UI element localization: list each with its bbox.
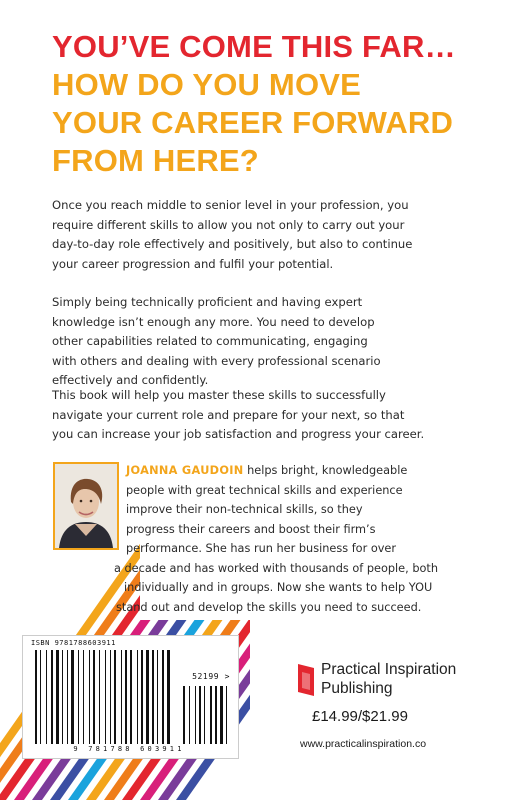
barcode-bar: [146, 650, 149, 744]
barcode-bar: [226, 686, 227, 744]
paragraph-line: other capabilities related to communicating, engaging: [52, 334, 368, 348]
barcode-bar: [162, 650, 164, 744]
barcode-bar: [141, 650, 143, 744]
barcode-bar: [157, 650, 158, 744]
barcode-bar: [35, 650, 37, 744]
barcode-bar: [215, 686, 217, 744]
bio-line: progress their careers and boost their firm’s: [126, 522, 376, 536]
barcode-bar: [93, 650, 95, 744]
headline-line-3: YOUR CAREER FORWARD: [52, 105, 454, 140]
bio-line: improve their non-technical skills, so they: [126, 503, 363, 516]
barcode-bar: [40, 650, 41, 744]
barcode-bar: [110, 650, 111, 744]
barcode-bar: [105, 650, 106, 744]
headline: [52, 28, 512, 180]
paragraph-line: require different skills to allow you not only to carry out your: [52, 217, 405, 232]
paragraph-line: This book will help you master these skills to successfully: [52, 388, 386, 402]
paragraph-3: [52, 386, 492, 445]
barcode-bar: [220, 686, 223, 744]
paragraph-line: with others and dealing with every professional scenario: [52, 353, 381, 368]
barcode-bar: [67, 650, 68, 744]
author-name: JOANNA GAUDOIN: [126, 464, 244, 477]
barcode-bar: [114, 650, 116, 744]
barcode-bar: [130, 650, 132, 744]
barcode-bar: [137, 650, 138, 744]
price-code: 52199 >: [192, 672, 230, 681]
paragraph-line: Simply being technically proficient and having expert: [52, 295, 363, 309]
paragraph-line: your career progression and fulfil your potential.: [52, 256, 334, 271]
paragraph-1: [52, 196, 492, 274]
barcode-bar: [204, 686, 205, 744]
headline-line-2: HOW DO YOU MOVE: [52, 67, 362, 102]
barcode-bar: [51, 650, 53, 744]
bio-line: performance. She has run her business for over: [126, 542, 397, 555]
paragraph-line: effectively and confidently.: [52, 373, 209, 387]
isbn-label: ISBN 9781788603911: [31, 639, 116, 647]
price: £14.99/$21.99: [312, 708, 408, 725]
barcode-bar: [125, 650, 127, 744]
paragraph-line: knowledge isn’t enough any more. You need to develop: [52, 314, 375, 329]
barcode-bar: [83, 650, 84, 744]
barcode-bar: [195, 686, 196, 744]
barcode-bar: [183, 686, 185, 744]
barcode-bar: [99, 650, 100, 744]
barcode-number: 9 781788 603911: [73, 745, 185, 753]
barcode-bar: [89, 650, 90, 744]
paragraph-line: you can increase your job satisfaction and progress your career.: [52, 427, 425, 441]
barcode-bar: [121, 650, 122, 744]
bio-line: JOANNA GAUDOIN helps bright, knowledgeable: [126, 464, 408, 477]
barcode-bars: [23, 636, 240, 760]
barcode: [22, 635, 239, 759]
publisher-name: Practical Inspiration Publishing: [321, 661, 457, 697]
barcode-bar: [71, 650, 74, 744]
author-bio: [114, 461, 506, 617]
publisher-url: www.practicalinspiration.co: [300, 738, 427, 750]
barcode-bar: [167, 650, 170, 744]
author-photo: [53, 462, 119, 550]
publisher-logo-icon: [296, 662, 318, 698]
barcode-bar: [62, 650, 63, 744]
barcode-bar: [46, 650, 47, 744]
barcode-bar: [78, 650, 79, 744]
headline-line-1: YOU’VE COME THIS FAR…: [52, 29, 456, 64]
bio-line: stand out and develop the skills you need to succeed.: [116, 600, 422, 614]
barcode-bar: [152, 650, 154, 744]
barcode-bar: [56, 650, 59, 744]
bio-line: a decade and has worked with thousands of people, both: [114, 561, 438, 575]
paragraph-2: [52, 293, 492, 391]
paragraph-line: Once you reach middle to senior level in your profession, you: [52, 198, 409, 212]
barcode-bar: [189, 686, 190, 744]
barcode-bar: [199, 686, 201, 744]
headline-line-4: FROM HERE?: [52, 143, 259, 178]
paragraph-line: day-to-day role effectively and positively, but also to continue: [52, 237, 413, 251]
bio-line: people with great technical skills and experience: [126, 483, 403, 497]
paragraph-line: navigate your current role and prepare for your next, so that: [52, 407, 405, 422]
bio-line: individually and in groups. Now she wants to help YOU: [124, 581, 433, 594]
barcode-bar: [210, 686, 212, 744]
